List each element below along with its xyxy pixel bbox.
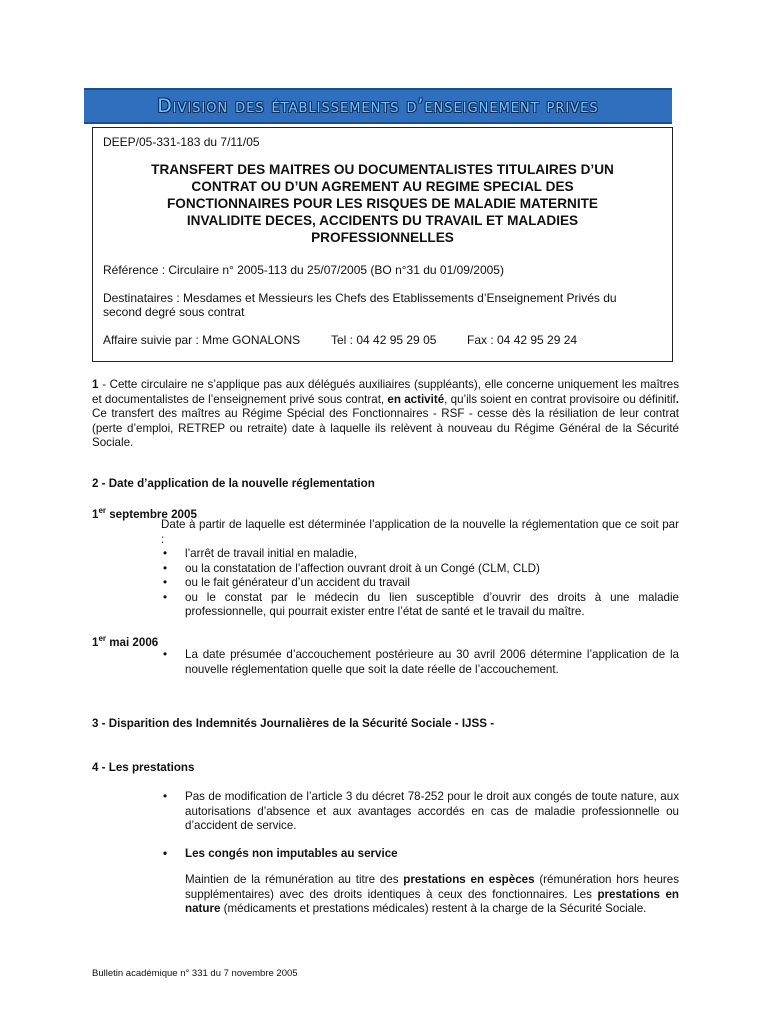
reference-line: Référence : Circulaire n° 2005-113 du 25/07/2005 (BO n°31 du 01/09/2005) [103, 263, 504, 277]
title-line: INVALIDITE DECES, ACCIDENTS DU TRAVAIL ET MALADIES [186, 213, 579, 228]
list-item-text: Pas de modification de l’article 3 du décret 78-252 pour le droit aux congés de toute nature, aux autorisations d’absence et aux avantages accordés en cas de maladie professionnelle ou d’accident de service. [185, 790, 679, 832]
destinataires-line: Destinataires : Mesdames et Messieurs les Chefs des Etablissements d’Enseignement Privés du [103, 291, 617, 305]
section-1-emphasis: . [675, 392, 679, 406]
list-item-heading: Les congés non imputables au service [185, 847, 398, 860]
paragraph-emphasis: prestations en espèces [403, 873, 535, 886]
section-3-heading [92, 717, 494, 732]
date-sup: er [98, 506, 107, 515]
date-2-list [161, 648, 679, 677]
fax-number: Fax : 04 42 95 29 24 [467, 333, 578, 347]
list-item [161, 547, 679, 562]
section-1-text: Ce transfert des maîtres au Régime Spécial des Fonctionnaires - RSF - cesse dès la résiliation de leur contrat (perte d’emploi, RETREP ou retraite) date à laquelle ils relèvent à nouveau du Régime Général de la Sécurité Sociale. [92, 407, 679, 449]
paragraph-emphasis: prestations en nature [185, 887, 679, 915]
title-line: CONTRAT OU D’UN AGREMENT AU REGIME SPECIAL DES [191, 179, 574, 194]
list-item [161, 591, 679, 620]
list-item [161, 562, 679, 577]
section-1-text: - Cette circulaire ne s’applique pas aux délégués auxiliaires (suppléants), elle concerne uniquement les maîtres et documentalistes de l’enseignement privé sous contrat, [92, 378, 679, 406]
destinataires-line: second degré sous contrat [103, 305, 245, 319]
title-line: PROFESSIONNELLES [311, 230, 454, 245]
document-title [110, 161, 655, 246]
section-4-heading [92, 761, 194, 776]
list-item-text: l’arrêt de travail initial en maladie, [185, 547, 358, 560]
date-1-intro: Date à partir de laquelle est déterminée l’application de la nouvelle la réglementation que ce soit par : [161, 518, 679, 546]
section-4-title: - Les prestations [98, 761, 195, 774]
section-3-title: - Disparition des Indemnités Journalières de la Sécurité Sociale - IJSS - [98, 717, 495, 730]
section-1-text: , qu’ils soient en contrat provisoire ou définitif [444, 392, 676, 406]
bullet-icon: • [163, 847, 168, 860]
reference-code: DEEP/05-331-183 du 7/11/05 [103, 135, 260, 149]
date-day: 1 [92, 635, 99, 649]
list-item [161, 790, 679, 834]
section-4-list-2 [161, 847, 679, 862]
list-item-text: La date présumée d’accouchement postérieure au 30 avril 2006 détermine l’application de la nouvelle réglementation quelle que soit la date réelle de l’accouchement. [185, 648, 679, 676]
paragraph-text: (médicaments et prestations médicales) restent à la charge de la Sécurité Sociale. [220, 902, 647, 915]
date-sup: er [98, 634, 107, 643]
destinataires [103, 291, 668, 319]
list-item-text: ou le fait générateur d’un accident du travail [185, 576, 410, 589]
list-item-text: ou le constat par le médecin du lien susceptible d’ouvrir des droits à une maladie professionnelle, qui pourrait exister entre l’état de santé et le travail du maître. [185, 590, 679, 618]
section-number: 3 [92, 717, 99, 730]
phone-number: Tel : 04 42 95 29 05 [331, 333, 437, 347]
section-2-heading: 2 - Date d’application de la nouvelle réglementation [92, 477, 375, 490]
affaire-suivie: Affaire suivie par : Mme GONALONS [103, 333, 301, 347]
section-4-list-1 [161, 790, 679, 834]
prestations-paragraph [185, 873, 679, 917]
bullet-icon: • [163, 576, 168, 589]
division-banner [84, 88, 672, 124]
title-line: TRANSFERT DES MAITRES OU DOCUMENTALISTES TITULAIRES D’UN [151, 162, 614, 177]
title-line: FONCTIONNAIRES POUR LES RISQUES DE MALADIE MATERNITE [167, 196, 598, 211]
date-rest: mai 2006 [106, 635, 159, 649]
paragraph-text: (rémunération hors heures supplémentaires) avec des droits identiques à ceux des fonctionnaires. Les [185, 873, 679, 901]
list-item [161, 847, 679, 862]
bullet-icon: • [163, 547, 168, 560]
list-item-text: ou la constatation de l’affection ouvrant droit à un Congé (CLM, CLD) [185, 561, 540, 575]
date-label-may [92, 632, 158, 650]
banner-title: Division des établissements d’enseignement prives [157, 95, 599, 117]
section-number: 4 [92, 761, 99, 774]
paragraph-text: Maintien de la rémunération au titre des [185, 873, 404, 886]
list-item [161, 648, 679, 677]
bullet-icon: • [163, 590, 168, 604]
date-rest: septembre 2005 [106, 507, 197, 521]
bullet-icon: • [163, 790, 168, 803]
date-day: 1 [92, 507, 99, 521]
bullet-icon: • [163, 561, 168, 575]
bullet-icon: • [163, 648, 168, 661]
date-1-list [161, 547, 679, 620]
page-footer: Bulletin académique n° 331 du 7 novembre 2005 [92, 968, 298, 979]
list-item [161, 576, 679, 591]
section-number: 1 [92, 378, 99, 391]
section-1-paragraph [92, 378, 679, 451]
section-1-emphasis: en activité [387, 392, 445, 406]
